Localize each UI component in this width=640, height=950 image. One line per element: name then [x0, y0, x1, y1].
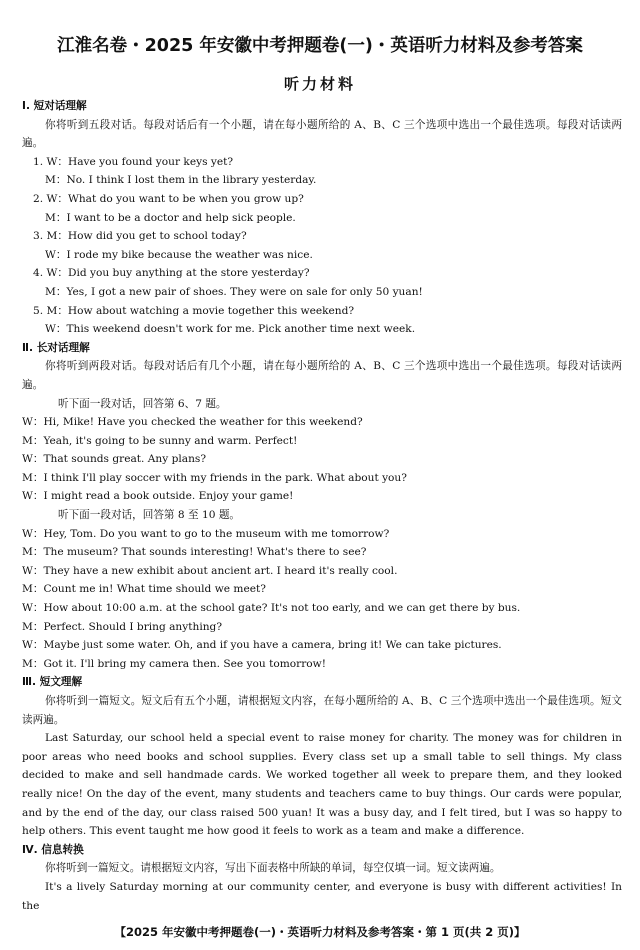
dialog-line: 5. M：How about watching a movie together this weekend? [33, 304, 355, 317]
dialog-line: W：I rode my bike because the weather was nice. [45, 248, 313, 261]
dialog-cue-1: 听下面一段对话，回答第 6、7 题。 [58, 397, 227, 410]
dialog-line: 4. W：Did you buy anything at the store yesterday? [33, 267, 310, 280]
dialog-line: W：I might read a book outside. Enjoy your game! [22, 490, 294, 503]
dialog-line: M：I want to be a doctor and help sick people. [45, 211, 296, 224]
dialog-line: M：The museum? That sounds interesting! What's there to see? [22, 546, 367, 559]
dialog-line: M：Perfect. Should I bring anything? [22, 620, 222, 633]
page-title: 江淮名卷・2025 年安徽中考押题卷(一)・英语听力材料及参考答案 [57, 36, 583, 56]
dialog-line: W：This weekend doesn't work for me. Pick another time next week. [45, 323, 416, 336]
dialog-line: M：Count me in! What time should we meet? [22, 583, 266, 596]
dialog-line: M：I think I'll play soccer with my friends in the park. What about you? [22, 471, 407, 484]
dialog-line: M：Got it. I'll bring my camera then. See you tomorrow! [22, 657, 326, 670]
dialog-cue-2: 听下面一段对话，回答第 8 至 10 题。 [58, 509, 241, 522]
dialog-line: W：They have a new exhibit about ancient art. I heard it's really cool. [22, 564, 398, 577]
section-heading-2: Ⅱ. 长对话理解 [22, 341, 90, 354]
section-3-passage: Last Saturday, our school held a special event to raise money for charity. The money was for children in poor areas who need books and school supplies. Every class set up a small table to sell things. My class decided to make and sell handmade cards. We worked together all week to prepare them, and they looked really nice! On the day of the event, many students and teachers came to buy things. Our cards were popular, and by the end of the day, our class raised 500 yuan! It was a busy day, and I felt tired, but I was so happy to help others. This event taught me how good it feels to work as a team and make a difference. [22, 732, 622, 838]
dialog-line: W：Hey, Tom. Do you want to go to the museum with me tomorrow? [22, 527, 390, 540]
dialog-line: W：That sounds great. Any plans? [22, 453, 207, 466]
dialog-line: W：How about 10:00 a.m. at the school gate? It's not too early, and we can get there by bus. [22, 602, 521, 615]
dialog-line: W：Maybe just some water. Oh, and if you have a camera, bring it! We can take pictures. [22, 639, 502, 652]
section-1-instructions: 你将听到五段对话。每段对话后有一个小题，请在每小题所给的 A、B、C 三个选项中选出一个最佳选项。每段对话读两遍。 [22, 118, 622, 150]
dialog-line: M：Yes, I got a new pair of shoes. They were on sale for only 50 yuan! [45, 285, 423, 298]
dialog-line: 2. W：What do you want to be when you grow up? [33, 192, 304, 205]
section-heading-4: Ⅳ. 信息转换 [22, 843, 84, 856]
page-footer: 【2025 年安徽中考押题卷(一)・英语听力材料及参考答案・第 1 页(共 2 页)】 [114, 925, 526, 939]
section-heading-3: Ⅲ. 短文理解 [22, 676, 83, 689]
section-4-instructions: 你将听到一篇短文。请根据短文内容，写出下面表格中所缺的单词，每空仅填一词。短文读两遍。 [45, 862, 501, 875]
dialog-line: W：Hi, Mike! Have you checked the weather for this weekend? [22, 416, 363, 429]
dialog-line: 3. M：How did you get to school today? [33, 230, 247, 243]
document-body [22, 97, 622, 915]
section-4-passage: It's a lively Saturday morning at our community center, and everyone is busy with different activities! In the [22, 880, 622, 912]
dialog-line: 1. W：Have you found your keys yet? [33, 155, 234, 168]
section-heading-1: Ⅰ. 短对话理解 [22, 100, 87, 112]
section-2-instructions: 你将听到两段对话。每段对话后有几个小题，请在每小题所给的 A、B、C 三个选项中选出一个最佳选项。每段对话读两遍。 [22, 360, 622, 391]
section-3-instructions: 你将听到一篇短文。短文后有五个小题，请根据短文内容，在每小题所给的 A、B、C 三个选项中选出一个最佳选项。短文读两遍。 [22, 695, 622, 726]
dialog-line: M：Yeah, it's going to be sunny and warm. Perfect! [22, 434, 298, 447]
dialog-line: M：No. I think I lost them in the library yesterday. [45, 174, 317, 187]
page-subtitle: 听力材料 [283, 75, 356, 93]
